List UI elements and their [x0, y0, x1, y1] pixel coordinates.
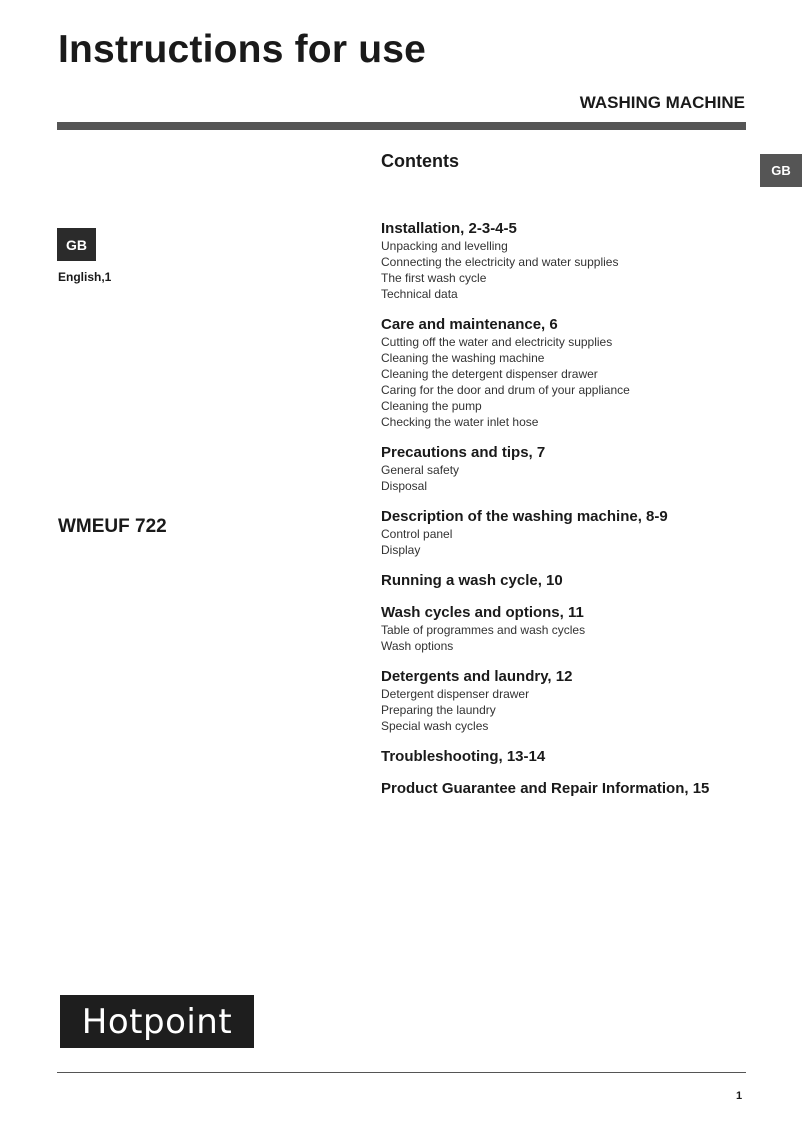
toc-item: The first wash cycle [381, 271, 487, 285]
toc-item: Control panel [381, 527, 453, 541]
toc-item: Connecting the electricity and water supplies [381, 255, 619, 269]
toc-item: Cleaning the pump [381, 399, 482, 413]
header-divider [57, 122, 746, 130]
toc-item: Cleaning the washing machine [381, 351, 545, 365]
toc-section-heading: Care and maintenance, 6 [381, 316, 558, 333]
toc-item: Cleaning the detergent dispenser drawer [381, 367, 598, 381]
toc-section-heading: Description of the washing machine, 8-9 [381, 508, 668, 525]
language-label: English,1 [58, 270, 112, 284]
contents-heading: Contents [381, 151, 459, 171]
toc-item: General safety [381, 463, 460, 477]
hotpoint-logo: Hotpoint [60, 995, 254, 1048]
toc-item: Detergent dispenser drawer [381, 687, 530, 701]
language-side-tab: GB [760, 154, 802, 187]
toc-section [381, 779, 781, 798]
toc-item: Technical data [381, 287, 458, 301]
toc-section [381, 747, 781, 766]
document-title: Instructions for use [58, 28, 427, 71]
toc-section-heading: Running a wash cycle, 10 [381, 572, 563, 589]
toc-item: Unpacking and levelling [381, 239, 508, 253]
toc-section-heading: Troubleshooting, 13-14 [381, 748, 546, 765]
language-badge: GB [57, 228, 96, 261]
toc-item: Wash options [381, 639, 454, 653]
toc-section [381, 507, 781, 558]
toc-section [381, 219, 781, 302]
toc-item: Display [381, 543, 421, 557]
toc-section [381, 571, 781, 590]
toc-section-heading: Wash cycles and options, 11 [381, 604, 584, 621]
toc-section [381, 443, 781, 494]
toc-item: Disposal [381, 479, 428, 493]
toc-item: Preparing the laundry [381, 703, 496, 717]
table-of-contents [381, 219, 781, 811]
toc-section [381, 315, 781, 430]
toc-item: Caring for the door and drum of your appliance [381, 383, 630, 397]
toc-section-heading: Product Guarantee and Repair Information, 15 [381, 780, 710, 797]
toc-section-heading: Detergents and laundry, 12 [381, 668, 573, 685]
page-number: 1 [736, 1090, 743, 1102]
toc-section-heading: Precautions and tips, 7 [381, 444, 546, 461]
toc-item: Checking the water inlet hose [381, 415, 539, 429]
toc-item: Table of programmes and wash cycles [381, 623, 586, 637]
toc-section [381, 603, 781, 654]
footer-divider [57, 1072, 746, 1073]
toc-section [381, 667, 781, 734]
model-number: WMEUF 722 [58, 516, 167, 537]
toc-item: Cutting off the water and electricity supplies [381, 335, 613, 349]
toc-item: Special wash cycles [381, 719, 489, 733]
toc-section-heading: Installation, 2-3-4-5 [381, 220, 517, 237]
document-subtitle: WASHING MACHINE [579, 93, 745, 112]
